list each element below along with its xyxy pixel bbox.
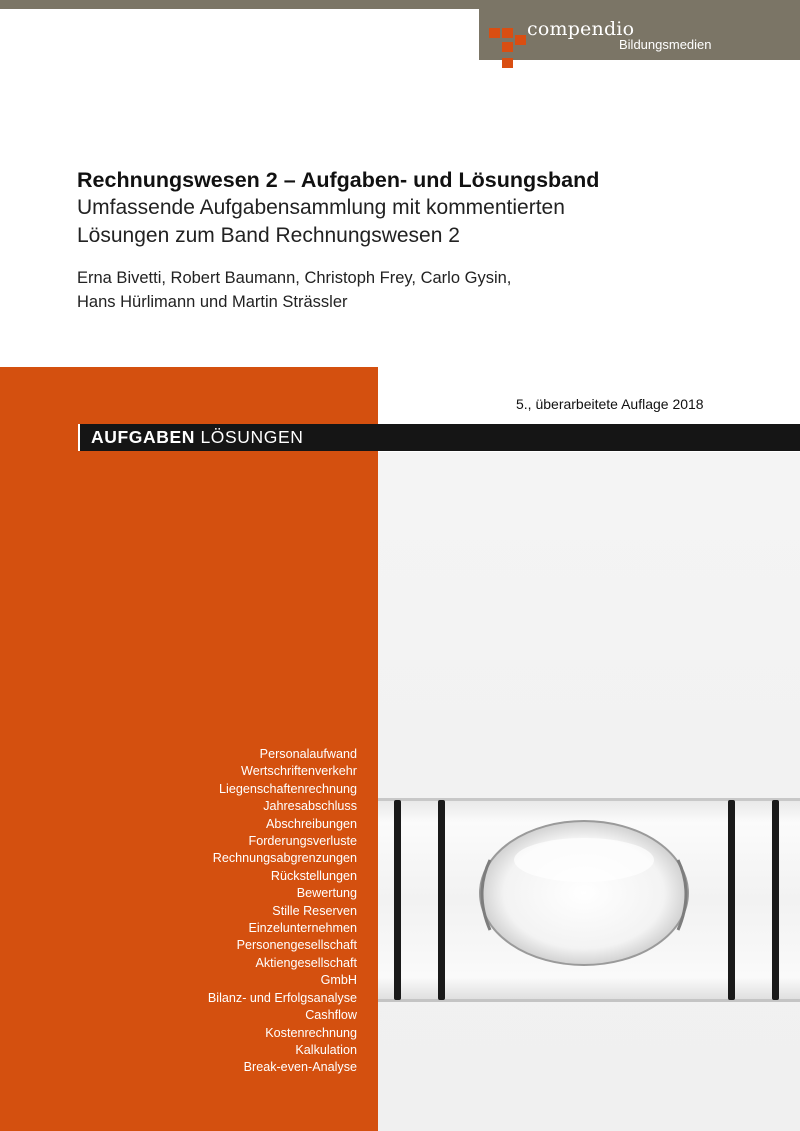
topic-item: Wertschriftenverkehr [241, 764, 357, 779]
book-subtitle-line: Umfassende Aufgabensammlung mit kommentierten [77, 196, 565, 219]
topic-list [208, 746, 357, 1077]
author-line: Erna Bivetti, Robert Baumann, Christoph Frey, Carlo Gysin, [77, 269, 512, 287]
topic-item: Rückstellungen [270, 868, 357, 883]
book-title: Rechnungswesen 2 – Aufgaben- und Lösungsband [77, 168, 600, 192]
topic-item: Break-even-Analyse [243, 1060, 357, 1075]
series-label-regular: LÖSUNGEN [200, 427, 304, 447]
band-marker [78, 424, 80, 451]
edition-note: 5., überarbeitete Auflage 2018 [516, 396, 704, 412]
level-line [772, 800, 779, 1000]
publisher-logo [479, 0, 800, 60]
topic-item: Liegenschaftenrechnung [219, 781, 357, 796]
topic-item: Stille Reserven [272, 903, 357, 918]
publisher-division: Bildungsmedien [619, 37, 712, 52]
series-label-bold: AUFGABEN [91, 427, 195, 447]
topic-item: Einzelunternehmen [248, 921, 357, 936]
topic-item: Rechnungsabgrenzungen [212, 851, 357, 866]
topic-item: Personengesellschaft [236, 938, 357, 953]
author-line: Hans Hürlimann und Martin Strässler [77, 293, 348, 311]
topic-item: Abschreibungen [265, 816, 357, 831]
series-band [78, 424, 800, 451]
topic-item: Kalkulation [295, 1042, 357, 1057]
topic-item: Bewertung [296, 886, 357, 901]
topic-item: Bilanz- und Erfolgsanalyse [207, 990, 357, 1005]
compendio-logo-icon [489, 28, 529, 70]
topic-item: Aktiengesellschaft [255, 955, 357, 970]
book-subtitle-line: Lösungen zum Band Rechnungswesen 2 [77, 224, 460, 247]
level-line [438, 800, 445, 1000]
topic-item: GmbH [320, 973, 357, 988]
authors [77, 266, 777, 314]
bubble-highlight [514, 838, 654, 882]
topic-item: Kostenrechnung [265, 1025, 357, 1040]
topic-item: Cashflow [305, 1008, 357, 1023]
topic-item: Forderungsverluste [248, 834, 357, 849]
level-line [394, 800, 401, 1000]
series-label [91, 427, 303, 448]
title-block [77, 166, 777, 314]
publisher-name: compendio [527, 18, 635, 40]
level-line [728, 800, 735, 1000]
topic-item: Personalaufwand [259, 747, 357, 761]
spirit-level-image [378, 790, 800, 1010]
topic-item: Jahresabschluss [263, 799, 357, 814]
